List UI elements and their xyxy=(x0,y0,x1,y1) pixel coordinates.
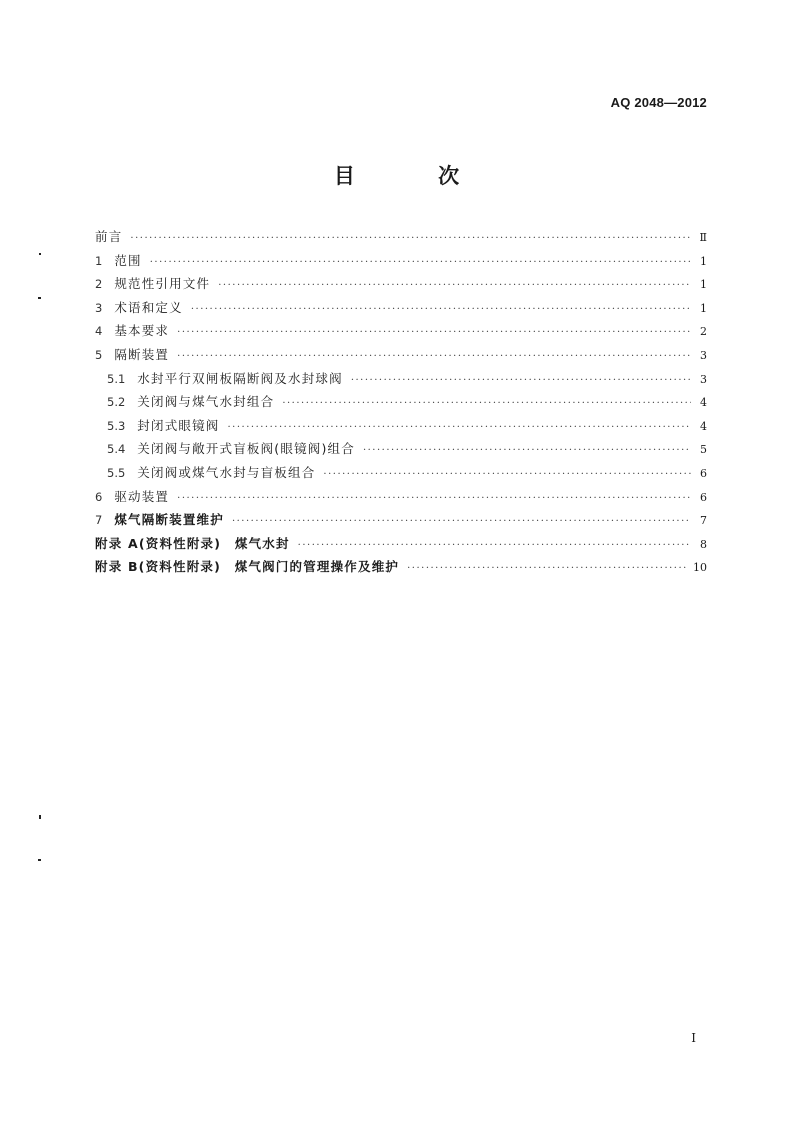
toc-entry-label: 范围 xyxy=(114,252,142,268)
toc-entry-number: 5.5 xyxy=(107,465,126,480)
document-code: AQ 2048—2012 xyxy=(610,95,707,110)
toc-entry-label: 基本要求 xyxy=(114,323,170,339)
toc-entry-number: 5 xyxy=(95,347,103,362)
toc-entry[interactable] xyxy=(95,463,707,487)
toc-title: 目 次 xyxy=(333,164,498,188)
toc-dot-leader xyxy=(363,445,691,456)
toc-entry-page: 3 xyxy=(700,348,707,362)
toc-entry-label: 术语和定义 xyxy=(114,299,183,315)
toc-entry[interactable] xyxy=(95,416,707,440)
toc-entry-page: 1 xyxy=(700,254,707,268)
toc-dot-leader xyxy=(351,375,691,386)
toc-entry-number: 1 xyxy=(95,253,103,268)
toc-entry[interactable] xyxy=(95,274,707,298)
toc-entry-label: 隔断装置 xyxy=(114,346,170,362)
toc-entry-label: 水封平行双闸板隔断阀及水封球阀 xyxy=(137,370,343,386)
toc-entry[interactable] xyxy=(95,227,707,251)
toc-entry-number: 7 xyxy=(95,513,103,528)
toc-entry-label: 关闭阀与煤气水封组合 xyxy=(137,394,275,410)
toc-entry[interactable] xyxy=(95,298,707,322)
toc-entry[interactable] xyxy=(95,369,707,393)
toc-entry-label: 前言 xyxy=(95,229,123,244)
toc-entry-number: 3 xyxy=(95,300,103,315)
toc-dot-leader xyxy=(323,469,691,480)
table-of-contents xyxy=(95,227,707,581)
toc-entry[interactable] xyxy=(95,487,707,511)
toc-entry-page: 6 xyxy=(700,490,707,504)
toc-entry-page: 4 xyxy=(700,419,707,433)
toc-entry-label: 煤气隔断装置维护 xyxy=(114,512,224,528)
toc-dot-leader xyxy=(228,422,692,433)
toc-entry[interactable] xyxy=(95,557,707,581)
toc-entry-page: 3 xyxy=(700,372,707,386)
toc-entry[interactable] xyxy=(95,321,707,345)
toc-entry-number: 5.1 xyxy=(107,371,126,386)
toc-entry-number: 5.4 xyxy=(107,442,126,457)
toc-entry-label: 关闭阀与敞开式盲板阀(眼镜阀)组合 xyxy=(137,441,355,457)
toc-entry-page: 2 xyxy=(700,325,707,339)
toc-entry[interactable] xyxy=(95,345,707,369)
toc-entry-number: 2 xyxy=(95,277,103,292)
scan-mark xyxy=(39,815,41,819)
toc-dot-leader xyxy=(177,493,691,504)
toc-entry-label: 附录 A(资料性附录) 煤气水封 xyxy=(95,535,290,551)
toc-dot-leader xyxy=(407,563,687,574)
toc-entry-label: 封闭式眼镜阀 xyxy=(137,417,220,433)
toc-entry-number: 6 xyxy=(95,489,103,504)
toc-dot-leader xyxy=(177,351,691,362)
toc-entry-label: 附录 B(资料性附录) 煤气阀门的管理操作及维护 xyxy=(95,559,400,575)
toc-entry-label: 关闭阀或煤气水封与盲板组合 xyxy=(137,464,316,480)
toc-entry-page: 7 xyxy=(700,514,707,528)
toc-dot-leader xyxy=(150,257,691,268)
toc-entry-page: 4 xyxy=(700,396,707,410)
toc-entry[interactable] xyxy=(95,439,707,463)
toc-dot-leader xyxy=(218,280,691,291)
scan-mark xyxy=(39,253,41,255)
toc-entry-number: 4 xyxy=(95,324,103,339)
toc-dot-leader xyxy=(232,516,691,527)
toc-entry-page: 8 xyxy=(700,537,707,551)
toc-entry[interactable] xyxy=(95,534,707,558)
scan-mark xyxy=(38,297,41,299)
scan-mark xyxy=(38,859,41,861)
toc-entry-page: 6 xyxy=(700,466,707,480)
toc-dot-leader xyxy=(191,304,691,315)
toc-entry-page: 10 xyxy=(693,561,707,575)
toc-entry[interactable] xyxy=(95,392,707,416)
toc-entry-page: 1 xyxy=(700,301,707,315)
page-number: I xyxy=(691,1031,696,1045)
toc-entry-number: 5.3 xyxy=(107,418,126,433)
toc-entry-page: Ⅱ xyxy=(699,231,707,244)
toc-dot-leader xyxy=(282,398,691,409)
toc-entry-page: 1 xyxy=(700,278,707,292)
toc-entry-page: 5 xyxy=(700,443,707,457)
toc-entry[interactable] xyxy=(95,510,707,534)
toc-entry-label: 规范性引用文件 xyxy=(114,276,211,292)
toc-dot-leader xyxy=(177,327,691,338)
toc-entry[interactable] xyxy=(95,251,707,275)
toc-dot-leader xyxy=(298,540,691,551)
toc-entry-number: 5.2 xyxy=(107,395,126,410)
toc-entry-label: 驱动装置 xyxy=(114,488,170,504)
toc-dot-leader xyxy=(130,233,691,244)
